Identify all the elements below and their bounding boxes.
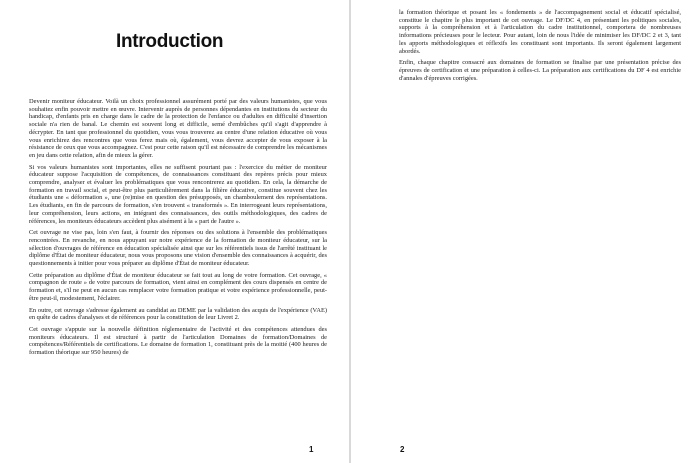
page-number: 2 bbox=[400, 445, 405, 454]
paragraph: Enfin, chaque chapitre consacré aux domaines de formation se finalise par une présentation précise des épreuves de certification et une préparation à celles-ci. La préparation aux certifications du DF 4 est enrichie d'annales d'épreuves corrigées. bbox=[399, 59, 681, 82]
left-body-text bbox=[29, 98, 327, 361]
paragraph: Cet ouvrage ne vise pas, loin s'en faut, à fournir des réponses ou des solutions à l'ensemble des problématiques rencontrées. En revanche, en nous appuyant sur notre expérience de la formation de moniteur éducateur, sur la sélection d'ouvrages de référence en éducation spécialisée ainsi que sur les référentiels issus de l'arrêté instituant le diplôme d'État de moniteur éducateur, nous vous proposons une vision d'ensemble des connaissances à acquérir, des questionnements à initier pour vous préparer au diplôme d'État de moniteur éducateur. bbox=[29, 229, 327, 268]
right-page bbox=[351, 0, 700, 463]
right-body-text bbox=[399, 9, 681, 86]
page-number: 1 bbox=[309, 445, 314, 454]
paragraph: En outre, cet ouvrage s'adresse également au candidat au DEME par la validation des acquis de l'expérience (VAE) en quête de cadres d'analyses et de références pour la constitution de leur Livret 2. bbox=[29, 306, 327, 322]
paragraph: Si vos valeurs humanistes sont importantes, elles ne suffisent pourtant pas : l'exercice du métier de moniteur éducateur suppose l'acquisition de compétences, de connaissances constituant des repères précis pour mieux comprendre, analyser et évaluer les problématiques que vous rencontrerez au quotidien. En cela, la démarche de formation en travail social, et peut-être plus particulièrement dans la filière éducative, constitue souvent chez les étudiants une « déformation », une (re)mise en question des présupposés, un chamboulement des représentations. Les étudiants, en fin de parcours de formation, s'en trouvent « transformés ». En interrogeant leurs représentations, leur compréhension, leurs actions, en intégrant des connaissances, des outils méthodologiques, des cadres de références, les moniteurs éducateurs accèdent plus aisément à la « part de l'autre ». bbox=[29, 163, 327, 225]
left-page bbox=[0, 0, 349, 463]
paragraph: Devenir moniteur éducateur. Voilà un choix professionnel assurément porté par des valeurs humanistes, que vous souhaitez enfin pouvoir mettre en œuvre. Intervenir auprès de personnes dépendantes en institutions du secteur du handicap, d'enfants pris en charge dans le cadre de la protection de l'enfance ou d'adultes en difficulté d'insertion sociale n'a rien de banal. Le chemin est souvent long et difficile, semé d'embûches qu'il s'agit d'apprendre à décrypter. En tant que professionnel du quotidien, vous vous trouverez au centre d'une relation éducative où vous vous enrichirez des rencontres que vous ferez mais où, également, vous devrez accepter de vous exposer à la résistance de ceux que vous accompagnez. C'est pour cette raison qu'il est nécessaire de comprendre les mécanismes en jeu dans cette relation, afin de mieux la gérer. bbox=[29, 98, 327, 159]
paragraph: Cette préparation au diplôme d'État de moniteur éducateur se fait tout au long de votre formation. Cet ouvrage, « compagnon de route » de votre parcours de formation, vient ainsi en complément des cours dispensés en centre de formation et, s'il ne peut en aucun cas remplacer votre formation pratique et votre expérience professionnelle, peut-être peut-il, modestement, l'éclairer. bbox=[29, 271, 327, 302]
paragraph: la formation théorique et posant les « fondements » de l'accompagnement social et éducatif spécialisé, constitue le chapitre le plus important de cet ouvrage. Le DF/DC 4, en présentant les politiques sociales, supports à la compréhension et à l'articulation du cadre institutionnel, comportera de nombreuses informations précieuses pour le lecteur. Pour autant, loin de nous l'idée de minimiser les DF/DC 2 et 3, tant les apports méthodologiques et réflexifs les constituant sont importants. Ils seront également largement abordés. bbox=[399, 9, 681, 55]
paragraph: Cet ouvrage s'appuie sur la nouvelle définition réglementaire de l'activité et des compétences attendues des moniteurs éducateurs. Il est structuré à partir de l'articulation Domaines de formation/Domaines de compétences/Référentiels de certifications. Le domaine de formation 1, constituant près de la moitié (400 heures de formation théorique sur 950 heures) de bbox=[29, 325, 327, 357]
chapter-heading: Introduction bbox=[116, 31, 224, 52]
